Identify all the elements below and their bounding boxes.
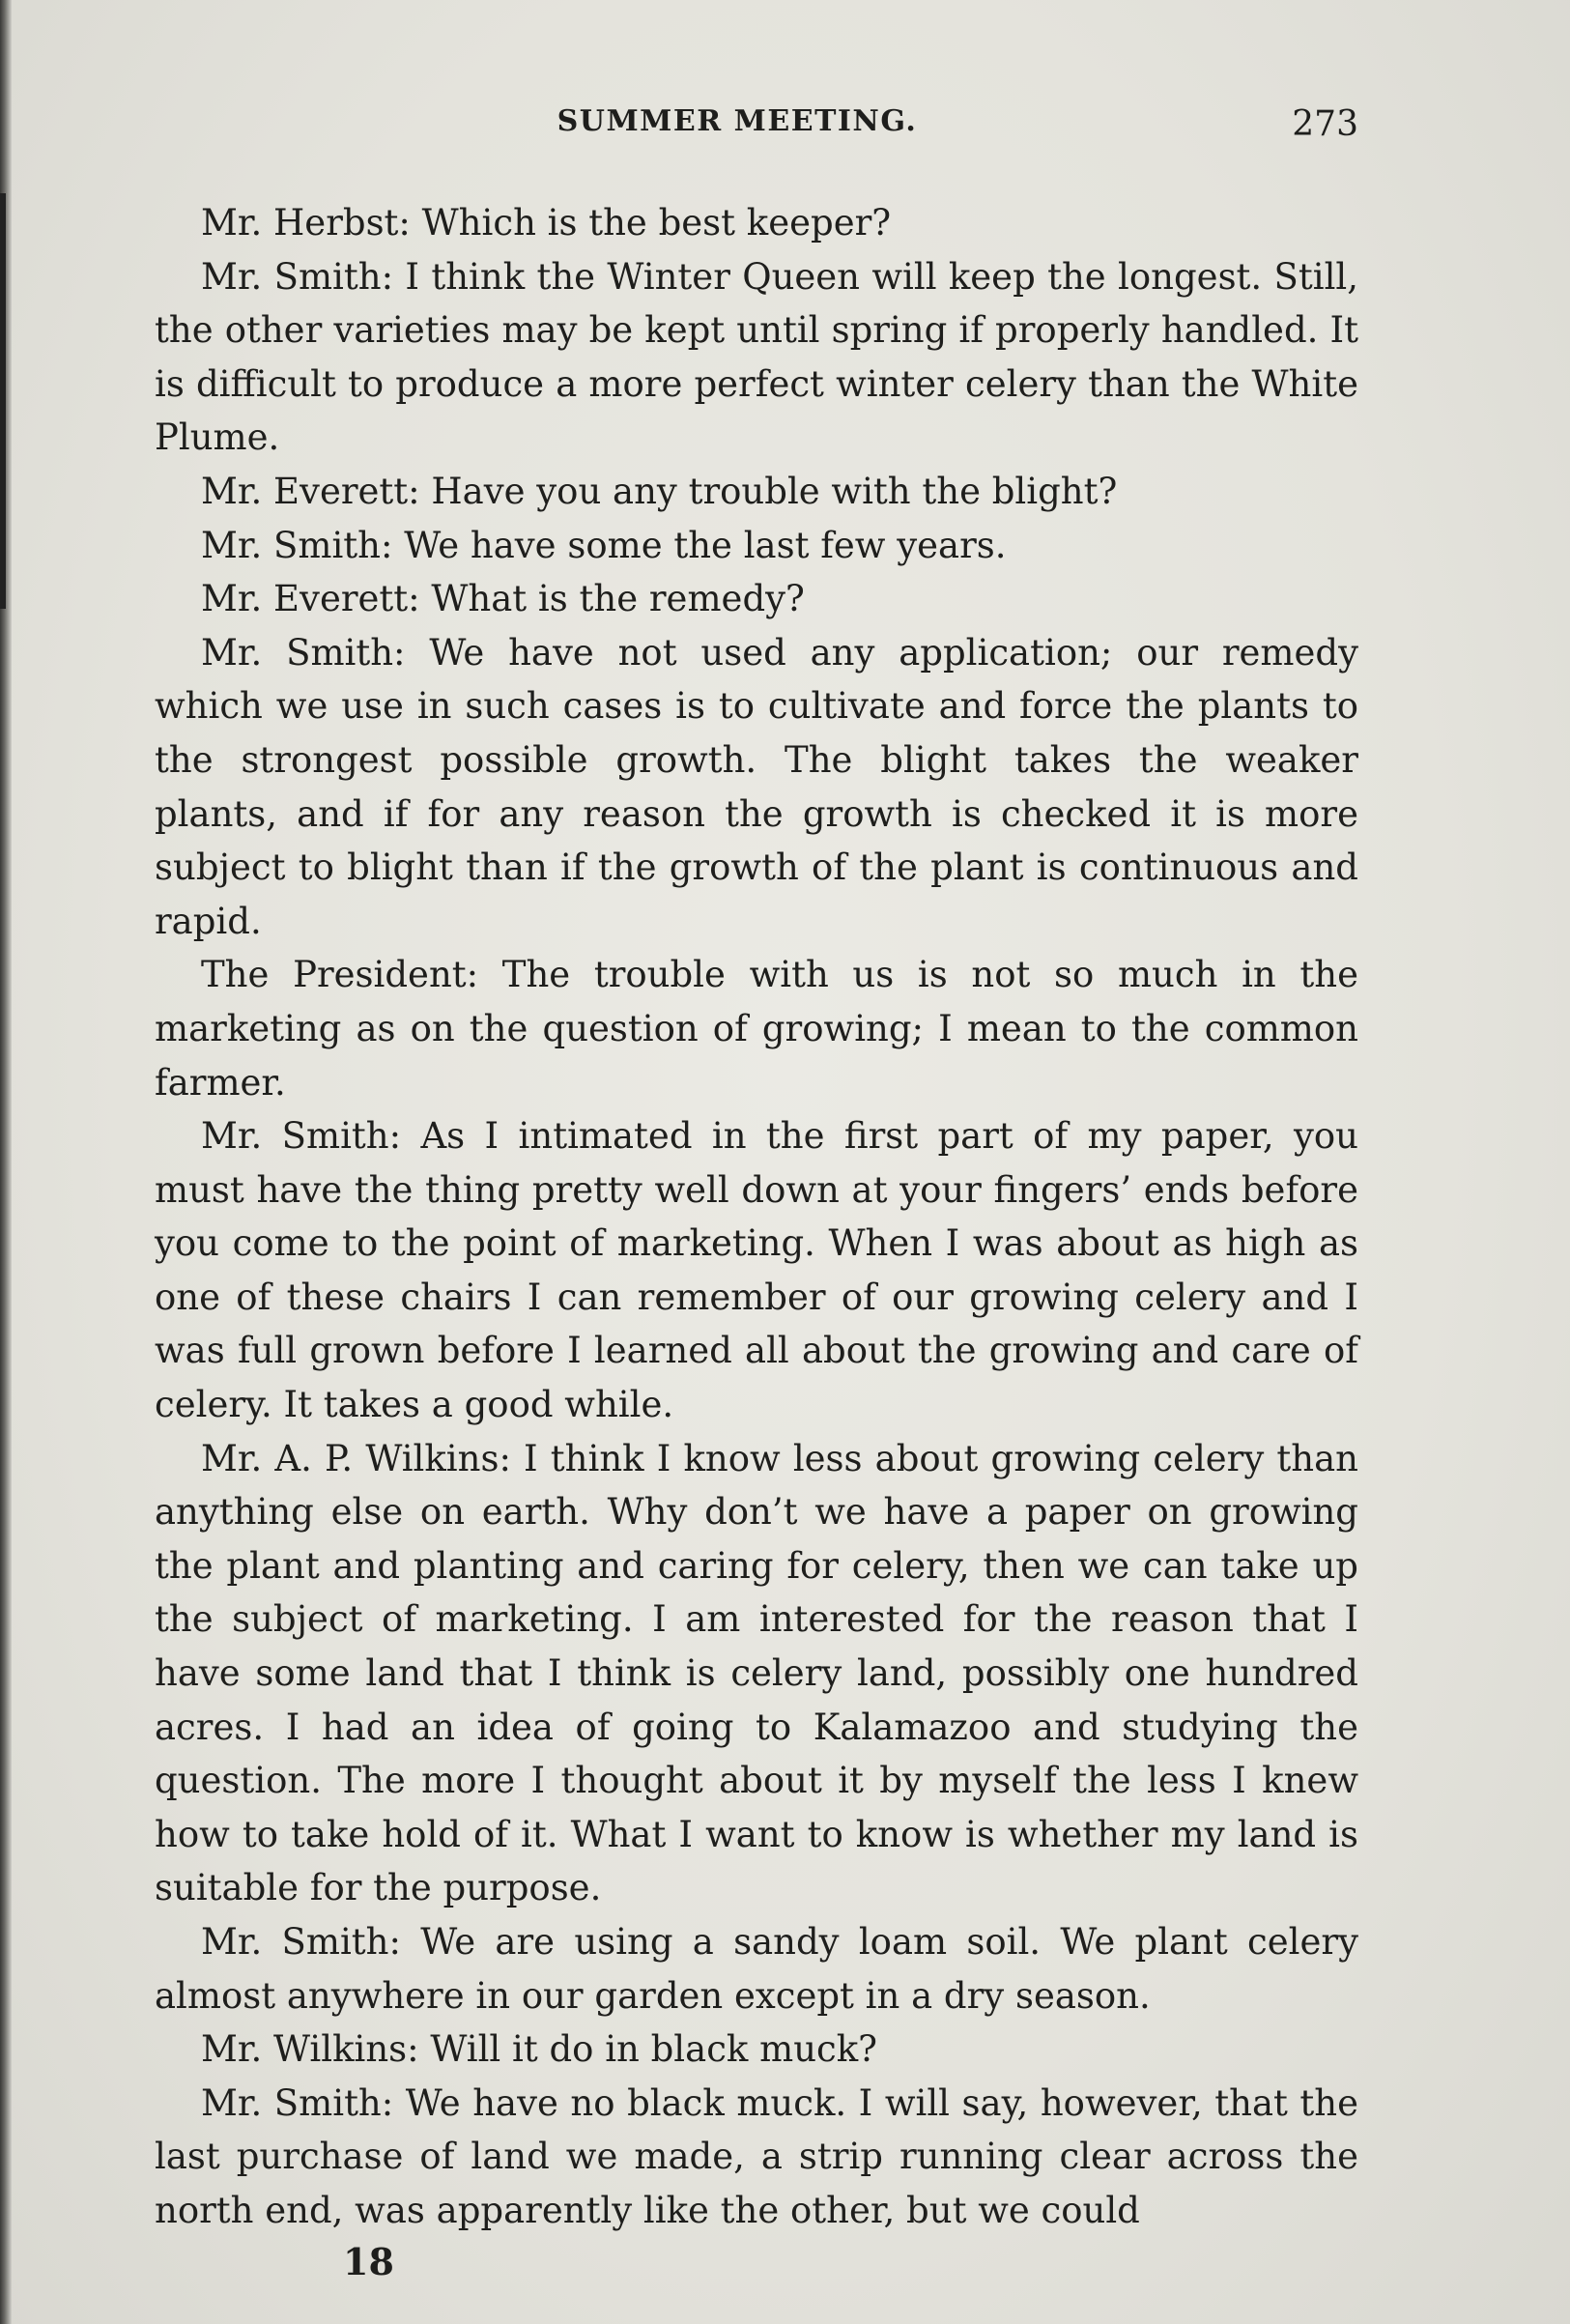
binding-shadow	[0, 193, 6, 609]
signature-mark: 18	[343, 2240, 394, 2283]
page-number: 273	[1292, 104, 1358, 144]
paragraph: Mr. Smith: We have not used any application; our remedy which we use in such cases is to cultivate and force the plants to the strongest possible growth. The blight takes the weaker plants, and if for any reason the growth is checked it is more subject to blight than if the growth of the plant is continuous and rapid.	[155, 631, 1358, 942]
paragraph: Mr. Everett: What is the remedy?	[201, 578, 805, 620]
body-text	[155, 196, 1358, 2238]
paragraph: The President: The trouble with us is not so much in the marketing as on the question of growing; I mean to the common farmer.	[155, 954, 1358, 1104]
page-header	[155, 104, 1358, 153]
paragraph: Mr. Smith: I think the Winter Queen will keep the longest. Still, the other varieties may be kept until spring if properly handled. It is difficult to produce a more perfect winter celery than the White Plume.	[155, 255, 1358, 459]
paragraph: Mr. Wilkins: Will it do in black muck?	[201, 2028, 878, 2071]
paragraph: Mr. Everett: Have you any trouble with the blight?	[201, 470, 1118, 512]
paragraph: Mr. Smith: We are using a sandy loam soil. We plant celery almost anywhere in our garden except in a dry season.	[155, 1921, 1358, 2017]
paragraph: Mr. Herbst: Which is the best keeper?	[201, 202, 892, 244]
paragraph: Mr. A. P. Wilkins: I think I know less about growing celery than anything else on earth. Why don’t we have a paper on growing the plant and planting and caring for celery, then we can take up the subject of marketing. I am interested for the reason that I have some land that I think is celery land, possibly one hundred acres. I had an idea of going to Kalamazoo and studying the question. The more I thought about it by myself the less I knew how to take hold of it. What I want to know is whether my land is suitable for the purpose.	[155, 1437, 1358, 1909]
running-title: SUMMER MEETING.	[557, 104, 918, 138]
paragraph: Mr. Smith: As I intimated in the first part of my paper, you must have the thing pretty well down at your fingers’ ends before you come to the point of marketing. When I was about as high as one of these chairs I can remember of our growing celery and I was full grown before I learned all about the growing and care of celery. It takes a good while.	[155, 1115, 1358, 1426]
paragraph: Mr. Smith: We have some the last few years.	[201, 524, 1007, 566]
paragraph: Mr. Smith: We have no black muck. I will say, however, that the last purchase of land we made, a strip running clear across the north end, was apparently like the other, but we could	[155, 2081, 1358, 2231]
